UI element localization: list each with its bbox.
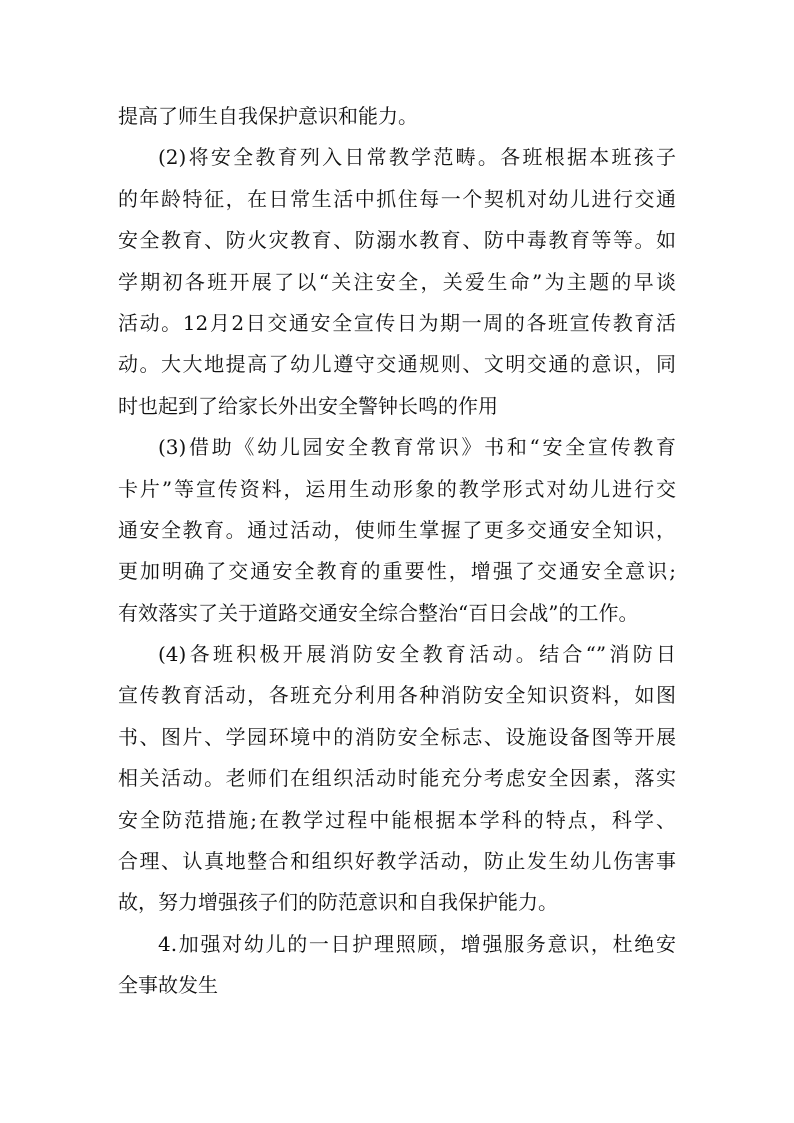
text-line-8: 时也起到了给家长外出安全警钟长鸣的作用 [118,393,498,418]
text-line-6: 活动。12月2日交通安全宣传日为期一周的各班宣传教育活 [118,310,676,335]
text-line-12: 更加明确了交通安全教育的重要性，增强了交通安全意识; [118,559,676,584]
text-line-15: 宣传教育活动，各班充分利用各种消防安全知识资料，如图 [118,683,676,708]
text-line-11: 通安全教育。通过活动，使师生掌握了更多交通安全知识， [118,517,676,542]
text-line-19: 合理、认真地整合和组织好教学活动，防止发生幼儿伤害事 [118,849,676,874]
text-line-18: 安全防范措施;在教学过程中能根据本学科的特点，科学、 [118,807,676,832]
text-line-17: 相关活动。老师们在组织活动时能充分考虑安全因素，落实 [118,766,676,791]
text-line-10: 卡片”等宣传资料，运用生动形象的教学形式对幼儿进行交 [118,476,676,501]
text-line-14: (4)各班积极开展消防安全教育活动。结合“”消防日 [158,642,676,667]
text-line-5: 学期初各班开展了以“关注安全，关爱生命”为主题的早谈 [118,269,676,294]
text-line-4: 安全教育、防火灾教育、防溺水教育、防中毒教育等等。如 [118,228,676,253]
text-line-1: 提高了师生自我保护意识和能力。 [118,104,418,128]
text-line-13: 有效落实了关于道路交通安全综合整治“百日会战”的工作。 [118,600,639,625]
text-line-21: 4.加强对幼儿的一日护理照顾，增强服务意识，杜绝安 [158,931,676,956]
text-line-22: 全事故发生 [118,973,218,998]
text-line-16: 书、图片、学园环境中的消防安全标志、设施设备图等开展 [118,724,676,749]
text-line-7: 动。大大地提高了幼儿遵守交通规则、文明交通的意识，同 [118,352,676,377]
text-line-3: 的年龄特征，在日常生活中抓住每一个契机对幼儿进行交通 [118,186,676,211]
text-line-2: (2)将安全教育列入日常教学范畴。各班根据本班孩子 [158,145,676,170]
text-line-20: 故，努力增强孩子们的防范意识和自我保护能力。 [118,890,558,915]
text-line-9: (3)借助《幼儿园安全教育常识》书和“安全宣传教育 [158,435,676,460]
